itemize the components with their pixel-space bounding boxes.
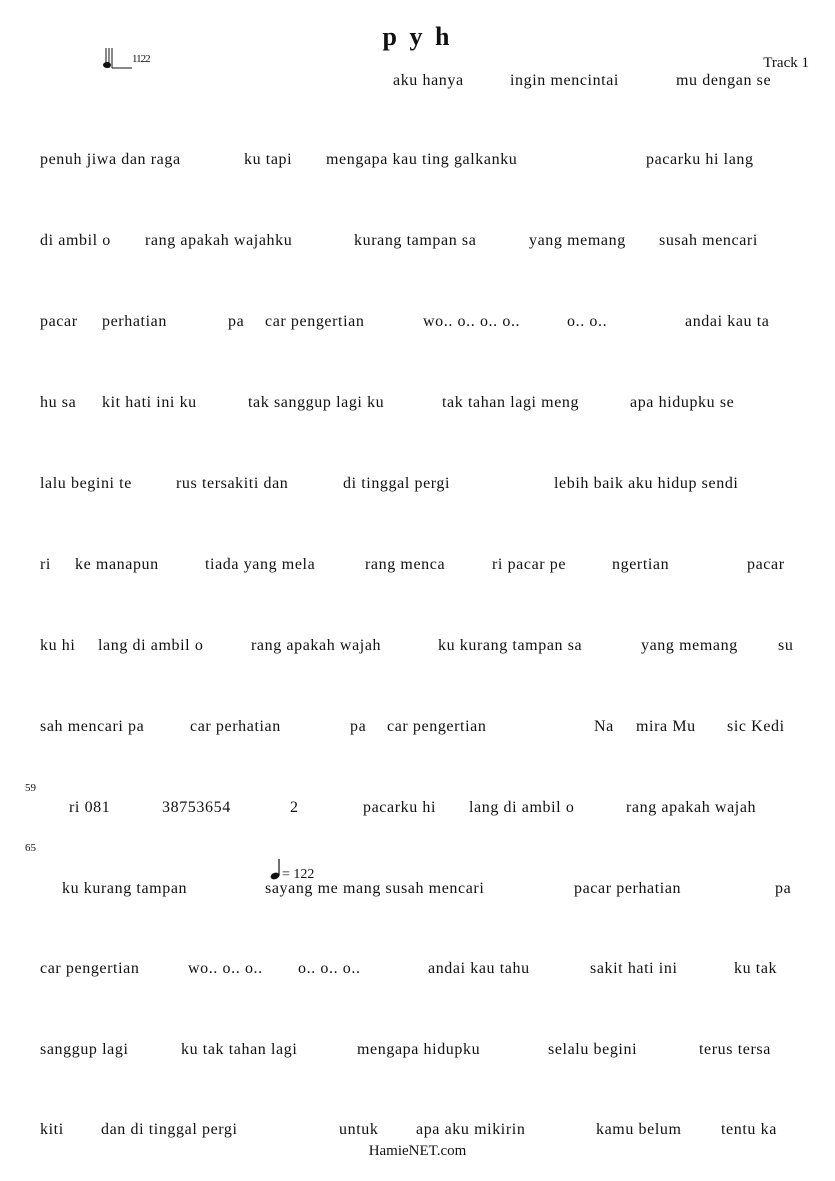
lyric-syllable: sanggup lagi [40, 1041, 129, 1058]
lyric-syllable: apa aku mikirin [416, 1121, 526, 1138]
lyric-syllable: o.. o.. o.. [298, 960, 361, 977]
lyric-syllable: tiada yang mela [205, 556, 316, 573]
lyric-syllable: apa hidupku se [630, 394, 735, 411]
tempo-value-mid: = 122 [282, 867, 315, 882]
lyric-syllable: pacar perhatian [574, 880, 682, 897]
footer-site: HamieNET.com [368, 1143, 467, 1159]
lyric-syllable: susah mencari [659, 232, 758, 249]
lyric-syllable: lebih baik aku hidup sendi [554, 475, 739, 492]
lyric-syllable: aku hanya [393, 72, 464, 89]
lyric-syllable: su [778, 637, 794, 654]
lyric-syllable: ku tapi [244, 151, 293, 168]
lyric-syllable: penuh jiwa dan raga [40, 151, 181, 168]
lyric-syllable: 38753654 [162, 799, 231, 816]
lyric-syllable: rus tersakiti dan [176, 475, 289, 492]
lyric-line-3 [0, 232, 835, 254]
lyric-syllable: di tinggal pergi [343, 475, 451, 492]
lyric-syllable: car pengertian [387, 718, 487, 735]
lyric-syllable: di ambil o [40, 232, 111, 249]
lyric-line-13 [0, 1041, 835, 1063]
lyric-syllable: andai kau ta [685, 313, 770, 330]
lyric-syllable: rang apakah wajah [251, 637, 382, 654]
lyric-syllable: pa [350, 718, 367, 735]
lyric-syllable: kurang tampan sa [354, 232, 477, 249]
lyric-syllable: kiti [40, 1121, 64, 1138]
lyric-syllable: Na [594, 718, 614, 735]
track-label: Track 1 [763, 55, 809, 71]
lyric-syllable: pacar [40, 313, 78, 330]
lyric-syllable: kit hati ini ku [102, 394, 197, 411]
measure-number: 65 [25, 842, 36, 854]
lyric-syllable: tentu ka [721, 1121, 777, 1138]
lyric-syllable: dan di tinggal pergi [101, 1121, 238, 1138]
lyric-syllable: rang apakah wajahku [145, 232, 293, 249]
lyric-syllable: 2 [290, 799, 299, 816]
lyric-line-11 [0, 880, 835, 902]
lyric-syllable: ke manapun [75, 556, 159, 573]
lyric-syllable: mengapa kau ting galkanku [326, 151, 518, 168]
lyric-syllable: o.. o.. [567, 313, 608, 330]
lyric-syllable: hu sa [40, 394, 77, 411]
lyric-syllable: mengapa hidupku [357, 1041, 481, 1058]
lyric-syllable: wo.. o.. o.. [188, 960, 263, 977]
lyric-syllable: rang apakah wajah [626, 799, 757, 816]
lyric-syllable: tak tahan lagi meng [442, 394, 580, 411]
lyric-syllable: ku kurang tampan [62, 880, 188, 897]
lyric-syllable: car perhatian [190, 718, 281, 735]
lyric-syllable: lang di ambil o [98, 637, 204, 654]
lyric-syllable: ku tak [734, 960, 778, 977]
lyric-line-6 [0, 475, 835, 497]
lyric-syllable: ku tak tahan lagi [181, 1041, 298, 1058]
lyric-line-2 [0, 151, 835, 173]
lyric-syllable: ri [40, 556, 51, 573]
lyric-syllable: sakit hati ini [590, 960, 678, 977]
measure-number: 59 [25, 782, 36, 794]
lyric-syllable: selalu begini [548, 1041, 638, 1058]
lyric-syllable: ngertian [612, 556, 670, 573]
lyric-syllable: kamu belum [596, 1121, 682, 1138]
lyric-syllable: untuk [339, 1121, 379, 1138]
lyric-line-12 [0, 960, 835, 982]
lyric-syllable: sah mencari pa [40, 718, 145, 735]
lyric-syllable: pa [228, 313, 245, 330]
lyric-syllable: car pengertian [40, 960, 140, 977]
lyric-syllable: pacar [747, 556, 785, 573]
lyric-syllable: tak sanggup lagi ku [248, 394, 385, 411]
lyric-line-14 [0, 1121, 835, 1143]
lyric-syllable: perhatian [102, 313, 167, 330]
lyric-syllable: lang di ambil o [469, 799, 575, 816]
lyric-syllable: terus tersa [699, 1041, 771, 1058]
lyric-syllable: ri 081 [69, 799, 111, 816]
lyric-syllable: pacarku hi [363, 799, 437, 816]
tempo-value-start: 1122 [132, 53, 150, 65]
lyric-line-8 [0, 637, 835, 659]
lyric-syllable: car pengertian [265, 313, 365, 330]
tempo-marking-mid [270, 858, 340, 882]
lyric-syllable: pacarku hi lang [646, 151, 754, 168]
lyric-syllable: lalu begini te [40, 475, 132, 492]
lyric-line-4 [0, 313, 835, 335]
lyric-syllable: ku hi [40, 637, 76, 654]
lyric-syllable: ku kurang tampan sa [438, 637, 583, 654]
lyric-syllable: yang memang [641, 637, 738, 654]
lyric-line-1 [0, 72, 835, 94]
lyric-syllable: sic Kedi [727, 718, 785, 735]
lyric-syllable: ri pacar pe [492, 556, 567, 573]
lyric-syllable: rang menca [365, 556, 446, 573]
lyric-syllable: wo.. o.. o.. o.. [423, 313, 521, 330]
lyric-syllable: sayang me mang susah mencari [265, 880, 485, 897]
lyric-line-10 [0, 799, 835, 821]
lyric-syllable: andai kau tahu [428, 960, 530, 977]
lyric-syllable: pa [775, 880, 792, 897]
note-icon [102, 48, 132, 72]
lyric-syllable: ingin mencintai [510, 72, 619, 89]
lyric-line-7 [0, 556, 835, 578]
lyric-line-9 [0, 718, 835, 740]
lyric-line-5 [0, 394, 835, 416]
page-title: p y h [382, 22, 453, 51]
tempo-marking-start [102, 48, 166, 72]
lyric-syllable: yang memang [529, 232, 626, 249]
lyric-syllable: mu dengan se [676, 72, 772, 89]
lyric-syllable: mira Mu [636, 718, 696, 735]
